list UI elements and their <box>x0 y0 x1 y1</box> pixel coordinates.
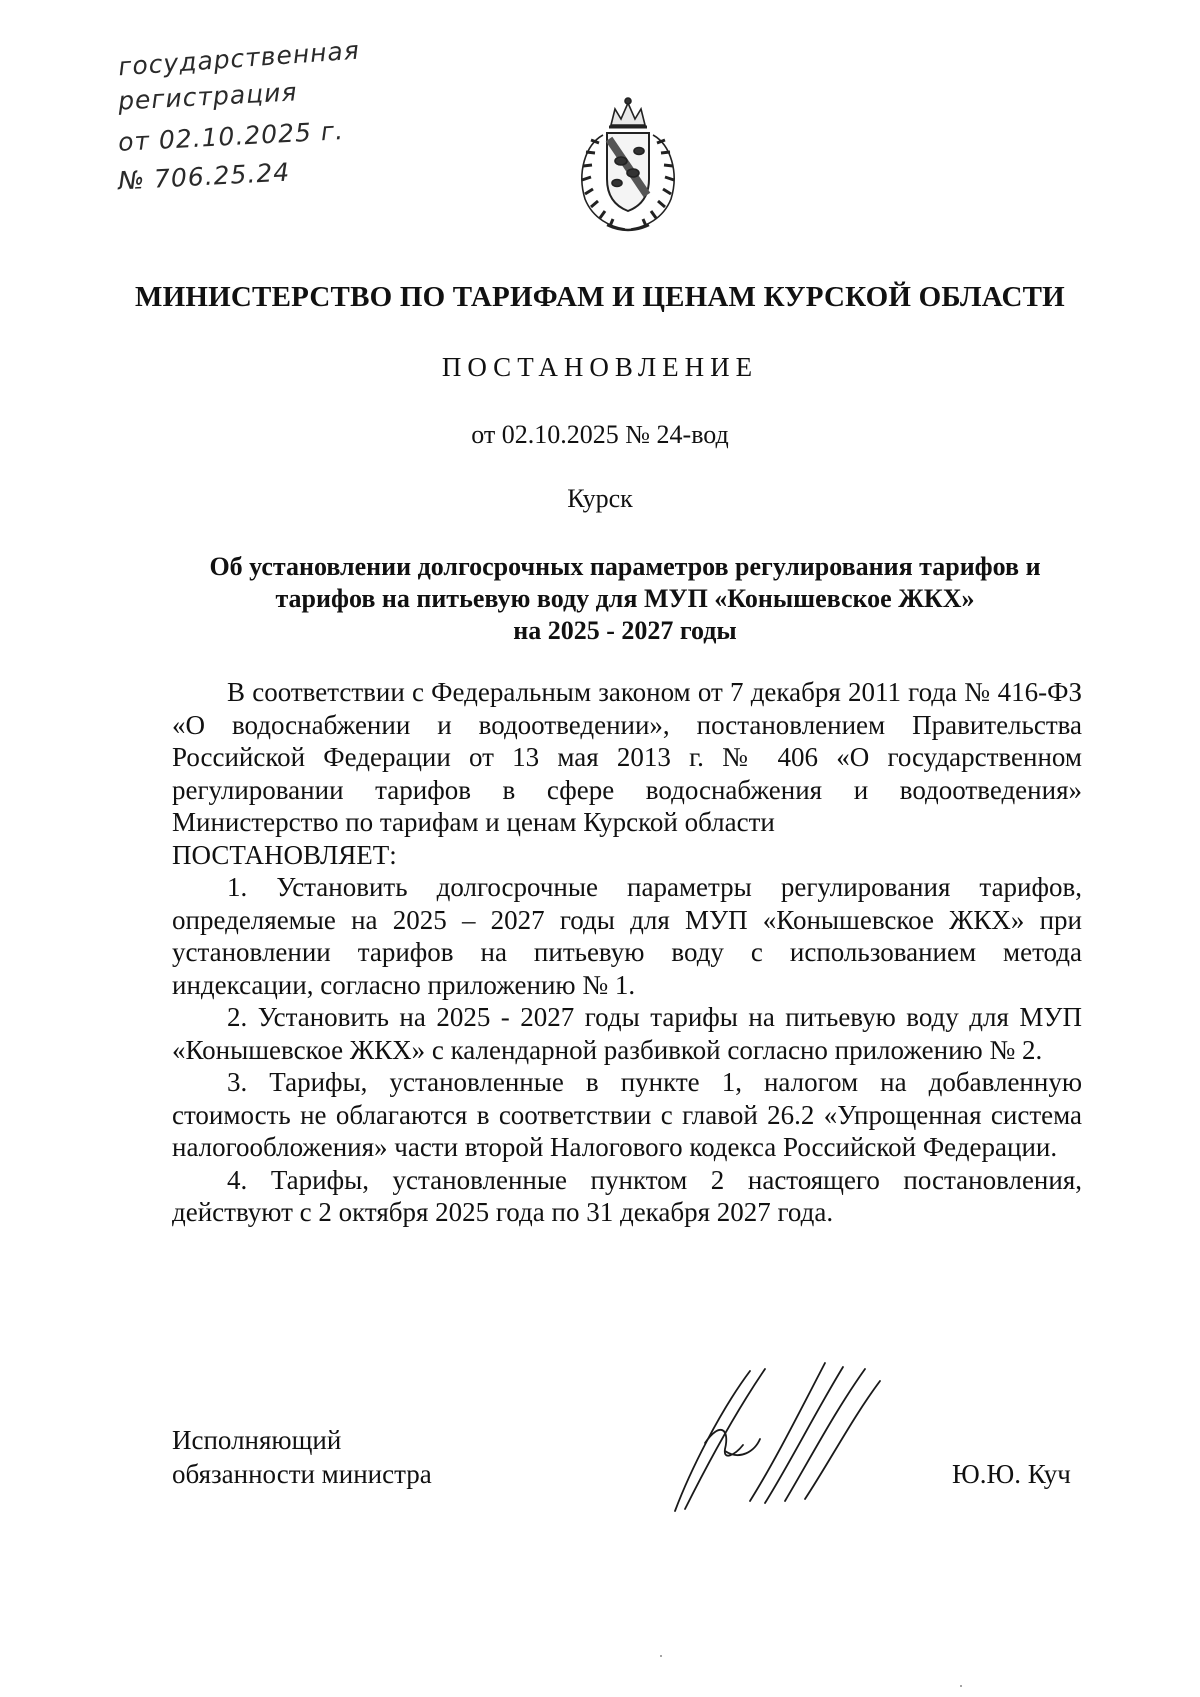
title-line: Об установлении долгосрочных параметров регулирования тарифов и <box>209 552 1041 581</box>
ministry-name: МИНИСТЕРСТВО ПО ТАРИФАМ И ЦЕНАМ КУРСКОЙ ОБЛАСТИ <box>135 281 1065 313</box>
clause-paragraph: 2. Установить на 2025 - 2027 годы тарифы на питьевую воду для МУП «Конышевское ЖКХ» с календарной разбивкой согласно приложению № 2. <box>172 1002 1082 1065</box>
signer-position-line: Исполняющий <box>172 1425 342 1455</box>
handwritten-line: № 706.25.24 <box>117 157 291 196</box>
signer-position-line: обязанности министра <box>172 1459 432 1489</box>
scan-speck <box>660 1655 662 1657</box>
coat-of-arms-icon <box>563 95 693 235</box>
document-date-number: от 02.10.2025 № 24-вод <box>471 420 729 449</box>
title-line: на 2025 - 2027 годы <box>513 616 737 645</box>
title-line: тарифов на питьевую воду для МУП «Конышевское ЖКХ» <box>275 584 975 613</box>
signer-name: Ю.Ю. Куч <box>952 1459 1071 1489</box>
handwritten-line: регистрация <box>117 77 299 116</box>
document-city: Курск <box>567 484 633 513</box>
handwritten-registration-note <box>117 35 378 204</box>
document-body <box>172 676 1082 1229</box>
handwritten-line: государственная <box>117 35 361 82</box>
clause-paragraph: 4. Тарифы, установленные пунктом 2 настоящего постановления, действуют с 2 октября 2025 года по 31 декабря 2027 года. <box>172 1164 1082 1227</box>
handwritten-line: от 02.10.2025 г. <box>117 116 345 157</box>
preamble-paragraph: В соответствии с Федеральным законом от 7 декабря 2011 года № 416-ФЗ «О водоснабжении и водоотведении», постановлением Правительства Российской Федерации от 13 мая 2013 г. № 406 «О государственном регулировании тарифов в сфере водоснабжения и водоотведения» Министерство по тарифам и ценам Курской области <box>172 677 1082 837</box>
document-type: ПОСТАНОВЛЕНИЕ <box>441 352 759 382</box>
handwritten-signature-icon <box>665 1351 895 1521</box>
clause-paragraph: 3. Тарифы, установленные в пункте 1, налогом на добавленную стоимость не облагаются в соответствии с главой 26.2 «Упрощенная система налогообложения» части второй Налогового кодекса Российской Федерации. <box>172 1067 1082 1162</box>
document-title <box>170 551 1080 647</box>
signer-position <box>172 1423 432 1491</box>
clause-paragraph: 1. Установить долгосрочные параметры регулирования тарифов, определяемые на 2025 – 2027 годы для МУП «Конышевское ЖКХ» при установлении тарифов на питьевую воду с использованием метода индексации, согласно приложению № 1. <box>172 872 1082 1000</box>
scan-speck <box>960 1685 962 1687</box>
decree-word: ПОСТАНОВЛЯЕТ: <box>172 839 397 870</box>
